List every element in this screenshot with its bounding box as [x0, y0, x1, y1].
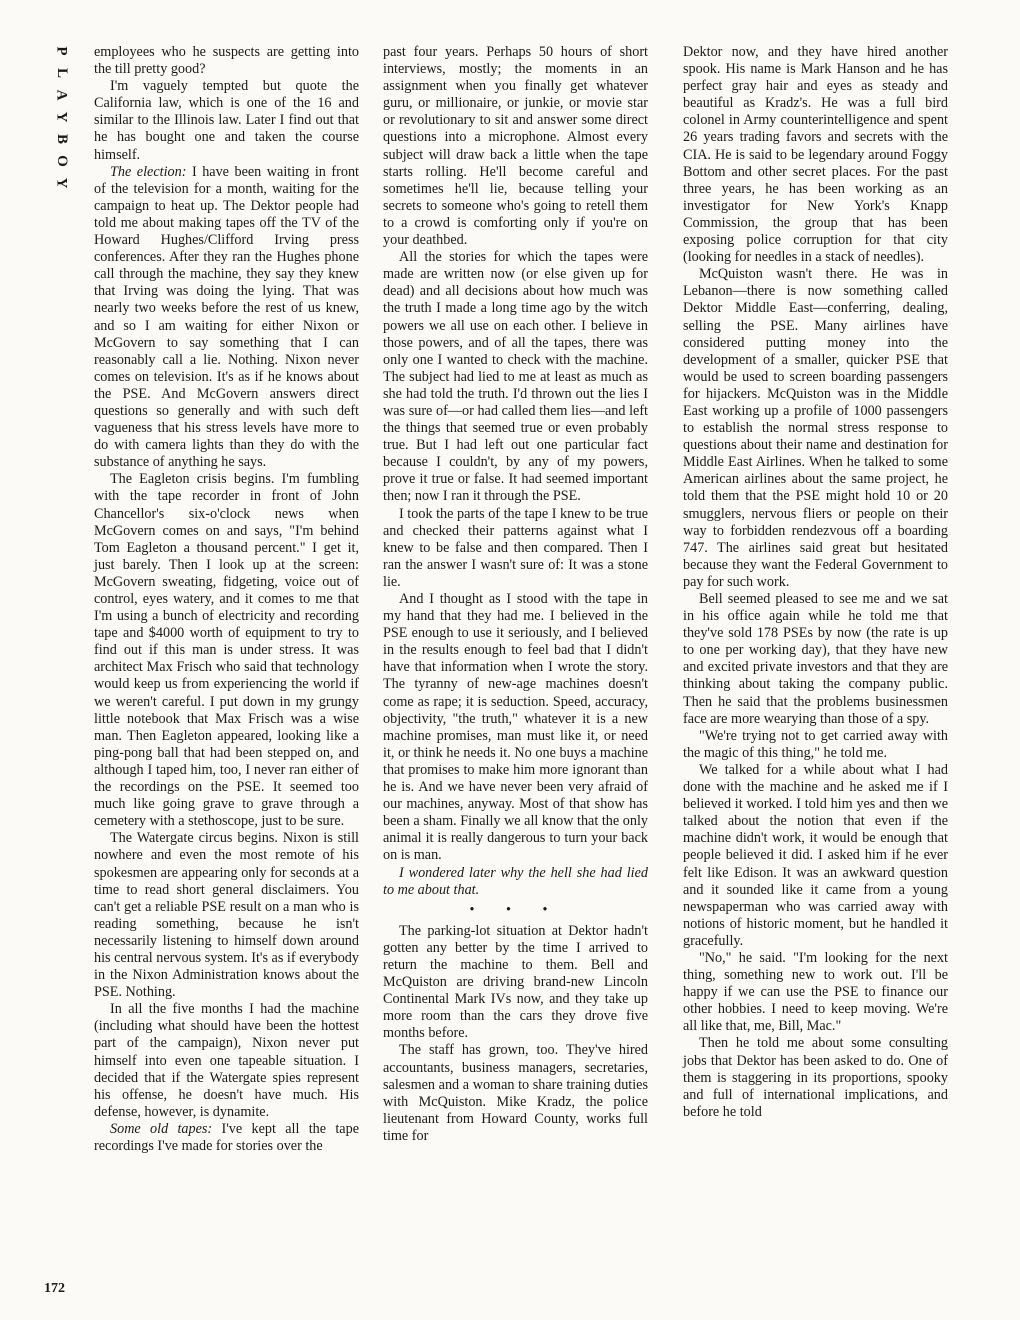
article-column-2	[383, 44, 648, 1145]
paragraph-text: In all the five months I had the machine (including what should have been the hottest part of the campaign), Nixon never put himself into even one tapeable situation. I decided that if the Watergate spies represent his offense, he doesn't have much. His defense, however, is dynamite.	[94, 1001, 359, 1120]
magazine-letter: P	[53, 46, 70, 56]
magazine-letter: Y	[53, 111, 70, 123]
paragraph-text: The Eagleton crisis begins. I'm fumbling with the tape recorder in front of John Chancellor's six-o'clock news when McGovern comes on and says, "I'm behind Tom Eagleton a thousand percent." I get it, just barely. Then I look up at the screen: McGovern sweating, fidgeting, voice out of control, eyes watery, and it comes to me that I'm using a bunch of electricity and recording tape and $4000 worth of equipment to try to find out if this man is under stress. It was architect Max Frisch who said that technology would keep us from experiencing the world if we weren't careful. I put down in my grungy little notebook that Max Frisch was a wise man. Then Eagleton appeared, looking like a ping-pong ball that had been stepped on, and although I taped him, too, I never ran either of the recordings on the PSE. It seemed too much like going grave to grave through a cemetery with a stethoscope, just to be sure.	[94, 471, 359, 830]
paragraph-text: The parking-lot situation at Dektor hadn't gotten any better by the time I arrived to return the machine to them. Bell and McQuiston are driving brand-new Lincoln Continental Mark IVs now, and they take up more room than the cars they drove five months before.	[383, 922, 648, 1042]
paragraph-text: And I thought as I stood with the tape in my hand that they had me. I believed in the PSE enough to use it seriously, and I believed in the results enough to feel bad that I didn't have that information when I wrote the story. The tyranny of new-age machines doesn't come as rape; it is seduction. Speed, accuracy, objectivity, "the truth," whatever it is a new machine promises, man must like it, or need it, or think he needs it. No one buys a machine that promises to make him more ignorant than he is. And we have never been very afraid of our machines, anyway. Most of that show has been a sham. Finally we all know that the only animal it is really dangerous to turn your back on is man.	[383, 591, 648, 864]
paragraph-text: The Watergate circus begins. Nixon is still nowhere and even the most remote of his spokesmen are appearing only for seconds at a time to read short general disclaimers. You can't get a reliable PSE result on a man who is reading something, because he isn't necessarily listening to himself down around his central nervous system. It's as if everybody in the Nixon Administration knows about the PSE. Nothing.	[94, 830, 359, 1001]
paragraph-text: "No," he said. "I'm looking for the next thing, something new to work out. I'll be happy if we can use the PSE to finance our other hobbies. I need to keep moving. We're all like that, me, Bill, Mac."	[683, 949, 948, 1035]
magazine-name-vertical	[53, 40, 70, 194]
paragraph	[683, 762, 948, 950]
paragraph	[683, 266, 948, 591]
paragraph	[383, 44, 648, 249]
paragraph	[383, 1042, 648, 1145]
magazine-letter: O	[53, 155, 70, 167]
paragraph	[94, 1121, 359, 1155]
paragraph	[383, 591, 648, 865]
paragraph	[94, 164, 359, 472]
magazine-letter: A	[53, 89, 70, 101]
paragraph	[383, 865, 648, 899]
paragraph-text: I took the parts of the tape I knew to be true and checked their patterns against what I knew to be false and then compared. Then I ran the answer I wasn't sure of: It was a stone lie.	[383, 505, 648, 590]
paragraph	[683, 591, 948, 728]
paragraph	[94, 471, 359, 830]
paragraph	[94, 1001, 359, 1121]
paragraph-text: We talked for a while about what I had done with the machine and he asked me if I believed it worked. I told him yes and then we talked about the notion that even if the machine didn't work, it would be enough that people believed it did. I asked him if he ever felt like Edison. It was an awkward question and it sounded like it came from a young newspaperman who was carried away with notions of historic moment, but he handled it gracefully.	[683, 761, 948, 949]
paragraph-text: "We're trying not to get carried away with the magic of this thing," he told me.	[683, 727, 948, 761]
paragraph-text: I have been waiting in front of the television for a month, waiting for the campaign to heat up. The Dektor people had told me about making tapes off the TV of the Howard Hughes/Clifford Irving press conferences. After they ran the Hughes phone call through the machine, they say they knew that Irving was doing the lying. That was nearly two weeks before the rest of us knew, and so I am waiting for either Nixon or McGovern to say something that I can reasonably call a lie. Nothing. Nixon never comes on television. It's as if he knows about the PSE. And McGovern answers direct questions so generally and with such deft vagueness that his stress levels have more to do with camera lights than they do with the substance of anything he says.	[94, 163, 359, 471]
section-break-dots: • • •	[469, 901, 562, 918]
paragraph	[94, 830, 359, 1001]
paragraph	[683, 44, 948, 266]
magazine-letter: Y	[53, 177, 70, 189]
magazine-letter: B	[53, 133, 70, 145]
article-column-1	[94, 44, 359, 1155]
paragraph	[683, 1035, 948, 1120]
page-number: 172	[44, 1281, 65, 1296]
paragraph-text: All the stories for which the tapes were made are written now (or else given up for dead) and all decisions about how much was the truth I made a long time ago by the witch powers we all use on each other. I believe in those powers, and of all the tapes, there was only one I wanted to check with the machine. The subject had lied to me at least as much as she had told the truth. I'd thrown out the lies I was sure of—or had called them lies—and left the things that seemed true or even probably true. But I had left out one particular fact because I couldn't, by any of my powers, prove it true or false. It had seemed important then; now I ran it through the PSE.	[383, 249, 648, 505]
paragraph-text: Bell seemed pleased to see me and we sat in his office again while he told me that they've sold 178 PSEs by now (the rate is up to one per working day), that they have new and excited private investors and that they are thinking about taking the company public. Then he said that the problems businessmen face are more wearying than those of a spy.	[683, 591, 948, 727]
paragraph-text: Dektor now, and they have hired another spook. His name is Mark Hanson and he has perfect gray hair and eyes as steady and beautiful as Kradz's. He was a full bird colonel in Army counterintelligence and spent 26 years trading favors and secrets with the CIA. He is said to be legendary around Foggy Bottom and other secret places. For the past three years, he has been working as an investigator for New York's Knapp Commission, the group that has been exposing police corruption for that city (looking for needles in a stack of needles).	[683, 44, 948, 266]
paragraph-text: I've kept all the tape recordings I've made for stories over the	[94, 1120, 359, 1154]
magazine-letter: L	[53, 67, 70, 79]
section-lead-in: Some old tapes:	[110, 1120, 213, 1137]
italic-paragraph-text: I wondered later why the hell she had lied to me about that.	[383, 864, 648, 898]
paragraph	[94, 44, 359, 78]
paragraph	[383, 249, 648, 505]
section-lead-in: The election:	[110, 163, 187, 180]
paragraph	[94, 78, 359, 163]
paragraph-text: McQuiston wasn't there. He was in Lebanon—there is now something called Dektor Middle East—conferring, dealing, selling the PSE. Many airlines have considered putting money into the development of a smaller, quicker PSE that would be used to screen boarding passengers for hijackers. McQuiston was in the Middle East working up a profile of 1000 passengers to establish the normal stress response to questions about their name and destination for Middle East Airlines. When he talked to some American airlines about the same project, he told them that the PSE might hold 10 or 20 smugglers, nervous fliers or people on their way to forbidden rendezvous off a boarding 747. The airlines said great but hesitated because they want the Federal Government to pay for such work.	[683, 266, 948, 590]
paragraph-text: past four years. Perhaps 50 hours of short interviews, mostly; the moments in an assignment when you finally get whatever guru, or millionaire, or junkie, or movie star or revolutionary to sit and answer some direct questions into a microphone. Almost every subject will draw back a little when the tape starts rolling. He'll become careful and sometimes he'll lie, because telling your secrets to someone who's going to retell them to a crowd is comforting only if you're on your deathbed.	[383, 44, 648, 249]
article-column-3	[683, 44, 948, 1121]
paragraph-text: Then he told me about some consulting jobs that Dektor has been asked to do. One of them is staggering in its proportions, spooky and full of international implications, and before he told	[683, 1035, 948, 1120]
paragraph	[683, 728, 948, 762]
paragraph-text: employees who he suspects are getting into the till pretty good?	[94, 44, 359, 78]
paragraph-text: I'm vaguely tempted but quote the California law, which is one of the 16 and similar to the Illinois law. Later I find out that he has bought one and taken the course himself.	[94, 78, 359, 163]
paragraph-text: The staff has grown, too. They've hired accountants, business managers, secretaries, salesmen and a woman to share training duties with McQuiston. Mike Kradz, the police lieutenant from Howard County, works full time for	[383, 1042, 648, 1144]
paragraph	[683, 950, 948, 1035]
paragraph	[383, 506, 648, 591]
paragraph	[383, 923, 648, 1043]
